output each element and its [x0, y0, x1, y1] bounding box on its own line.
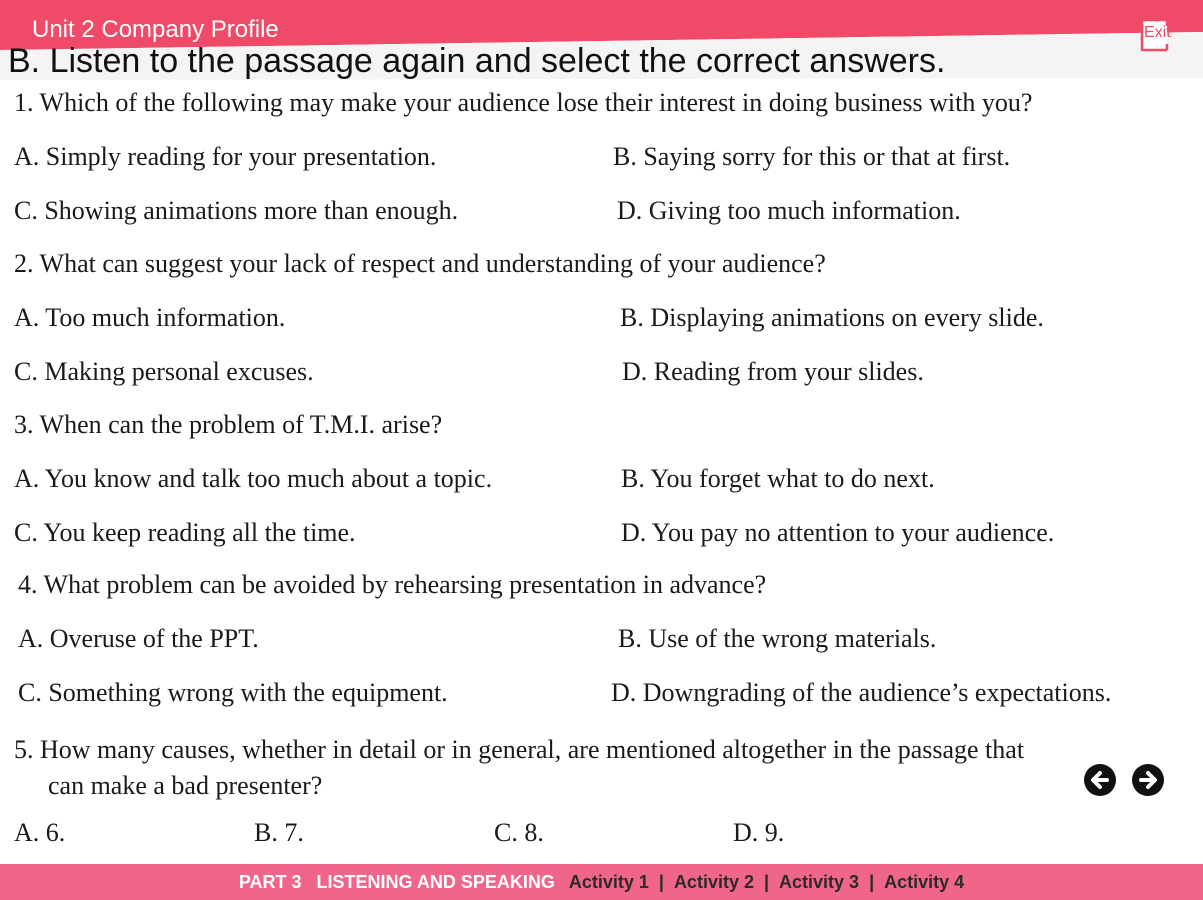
exit-button[interactable]	[1137, 14, 1177, 54]
q3-option-a[interactable]: A. You know and talk too much about a topic.	[14, 464, 493, 493]
question-5-line-2: can make a bad presenter?	[48, 771, 323, 800]
q1-option-d[interactable]: D. Giving too much information.	[617, 196, 961, 225]
arrow-right-circle-icon	[1131, 763, 1165, 797]
q2-option-d[interactable]: D. Reading from your slides.	[622, 357, 924, 386]
q4-option-a[interactable]: A. Overuse of the PPT.	[18, 624, 259, 653]
section-title: B. Listen to the passage again and select the correct answers.	[8, 42, 946, 80]
q5-option-b[interactable]: B. 7.	[254, 818, 304, 847]
q3-option-c[interactable]: C. You keep reading all the time.	[14, 518, 356, 547]
unit-title: Unit 2 Company Profile	[32, 16, 279, 43]
q4-option-c[interactable]: C. Something wrong with the equipment.	[18, 678, 448, 707]
activity-1-link[interactable]: Activity 1	[568, 871, 649, 892]
next-button[interactable]	[1131, 763, 1165, 797]
separator: |	[763, 871, 770, 892]
question-4: 4. What problem can be avoided by rehearsing presentation in advance?	[18, 570, 767, 599]
question-1: 1. Which of the following may make your audience lose their interest in doing business with you?	[14, 88, 1033, 117]
q5-option-a[interactable]: A. 6.	[14, 818, 66, 847]
q1-option-b[interactable]: B. Saying sorry for this or that at first.	[613, 142, 1011, 171]
question-5-line-1: 5. How many causes, whether in detail or in general, are mentioned altogether in the passage that	[14, 735, 1025, 764]
question-3: 3. When can the problem of T.M.I. arise?	[14, 410, 443, 439]
activity-3-link[interactable]: Activity 3	[779, 871, 860, 892]
arrow-left-circle-icon	[1083, 763, 1117, 797]
q5-option-d[interactable]: D. 9.	[733, 818, 785, 847]
activity-4-link[interactable]: Activity 4	[884, 871, 965, 892]
question-2: 2. What can suggest your lack of respect and understanding of your audience?	[14, 249, 826, 278]
q2-option-a[interactable]: A. Too much information.	[14, 303, 286, 332]
footer-bar	[0, 864, 1203, 900]
q2-option-b[interactable]: B. Displaying animations on every slide.	[620, 303, 1044, 332]
exit-label: Exit	[1144, 24, 1171, 41]
part-label: PART 3 LISTENING AND SPEAKING	[238, 871, 555, 892]
q3-option-b[interactable]: B. You forget what to do next.	[621, 464, 935, 493]
q5-option-c[interactable]: C. 8.	[494, 818, 544, 847]
separator: |	[658, 871, 664, 892]
q1-option-a[interactable]: A. Simply reading for your presentation.	[14, 142, 437, 171]
activity-2-link[interactable]: Activity 2	[673, 871, 754, 892]
prev-button[interactable]	[1083, 763, 1117, 797]
q4-option-b[interactable]: B. Use of the wrong materials.	[618, 624, 937, 653]
q2-option-c[interactable]: C. Making personal excuses.	[14, 357, 314, 386]
q1-option-c[interactable]: C. Showing animations more than enough.	[14, 196, 459, 225]
q3-option-d[interactable]: D. You pay no attention to your audience.	[621, 518, 1055, 547]
separator: |	[869, 871, 875, 892]
q4-option-d[interactable]: D. Downgrading of the audience’s expectations.	[611, 678, 1112, 707]
